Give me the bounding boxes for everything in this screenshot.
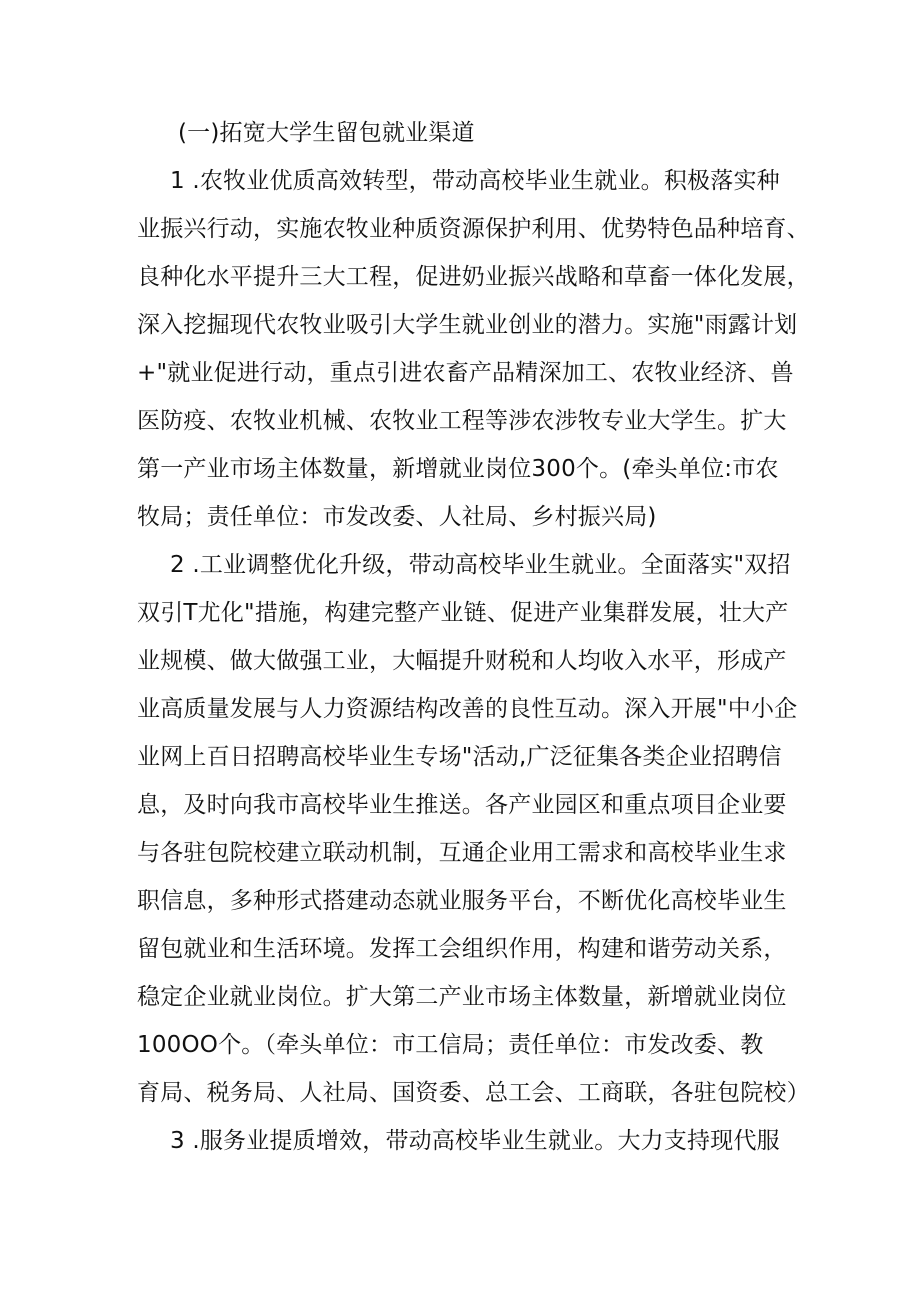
paragraph-2-line-6: 息，及时向我市高校毕业生推送。各产业园区和重点项目企业要 (137, 792, 787, 818)
paragraph-1-line-8: 牧局；责任单位：市发改委、人社局、乡村振兴局) (137, 504, 657, 530)
paragraph-1-line-4: 深入挖掘现代农牧业吸引大学生就业创业的潜力。实施"雨露计划 (137, 312, 798, 338)
paragraph-1-line-3: 良种化水平提升三大工程，促进奶业振兴战略和草畜一体化发展， (137, 264, 810, 290)
paragraph-1-line-5: +"就业促进行动，重点引进农畜产品精深加工、农牧业经济、兽 (137, 360, 794, 386)
paragraph-2-line-10: 稳定企业就业岗位。扩大第二产业市场主体数量，新增就业岗位 (137, 984, 787, 1010)
paragraph-1-line-1: 1 .农牧业优质高效转型，带动高校毕业生就业。积极落实种 (170, 168, 780, 194)
paragraph-2-line-9: 留包就业和生活环境。发挥工会组织作用，构建和谐劳动关系， (137, 936, 787, 962)
paragraph-2-line-4: 业高质量发展与人力资源结构改善的良性互动。深入开展"中小企 (137, 696, 798, 722)
paragraph-1-line-7: 第一产业市场主体数量，新增就业岗位300个。(牵头单位:市农 (137, 456, 779, 482)
paragraph-1-line-6: 医防疫、农牧业机械、农牧业工程等涉农涉牧专业大学生。扩大 (137, 408, 787, 434)
paragraph-3-line-1: 3 .服务业提质增效，带动高校毕业生就业。大力支持现代服 (170, 1128, 780, 1154)
paragraph-2-line-3: 业规模、做大做强工业，大幅提升财税和人均收入水平，形成产 (137, 648, 787, 674)
paragraph-2-line-11: 100OO个。（牵头单位：市工信局；责任单位：市发改委、教 (137, 1032, 764, 1058)
paragraph-2-line-7: 与各驻包院校建立联动机制，互通企业用工需求和高校毕业生求 (137, 840, 787, 866)
paragraph-1-line-2: 业振兴行动，实施农牧业种质资源保护利用、优势特色品种培育、 (137, 216, 810, 242)
paragraph-2-line-8: 职信息，多种形式搭建动态就业服务平台，不断优化高校毕业生 (137, 888, 787, 914)
paragraph-2-line-12: 育局、税务局、人社局、国资委、总工会、工商联，各驻包院校） (137, 1080, 810, 1106)
section-heading: (一)拓宽大学生留包就业渠道 (178, 120, 475, 146)
paragraph-2-line-5: 业网上百日招聘高校毕业生专场"活动,广泛征集各类企业招聘信 (137, 744, 782, 770)
paragraph-2-line-1: 2 .工业调整优化升级，带动高校毕业生就业。全面落实"双招 (170, 552, 791, 578)
paragraph-2-line-2: 双引T尤化"措施，构建完整产业链、促进产业集群发展，壮大产 (137, 600, 789, 626)
